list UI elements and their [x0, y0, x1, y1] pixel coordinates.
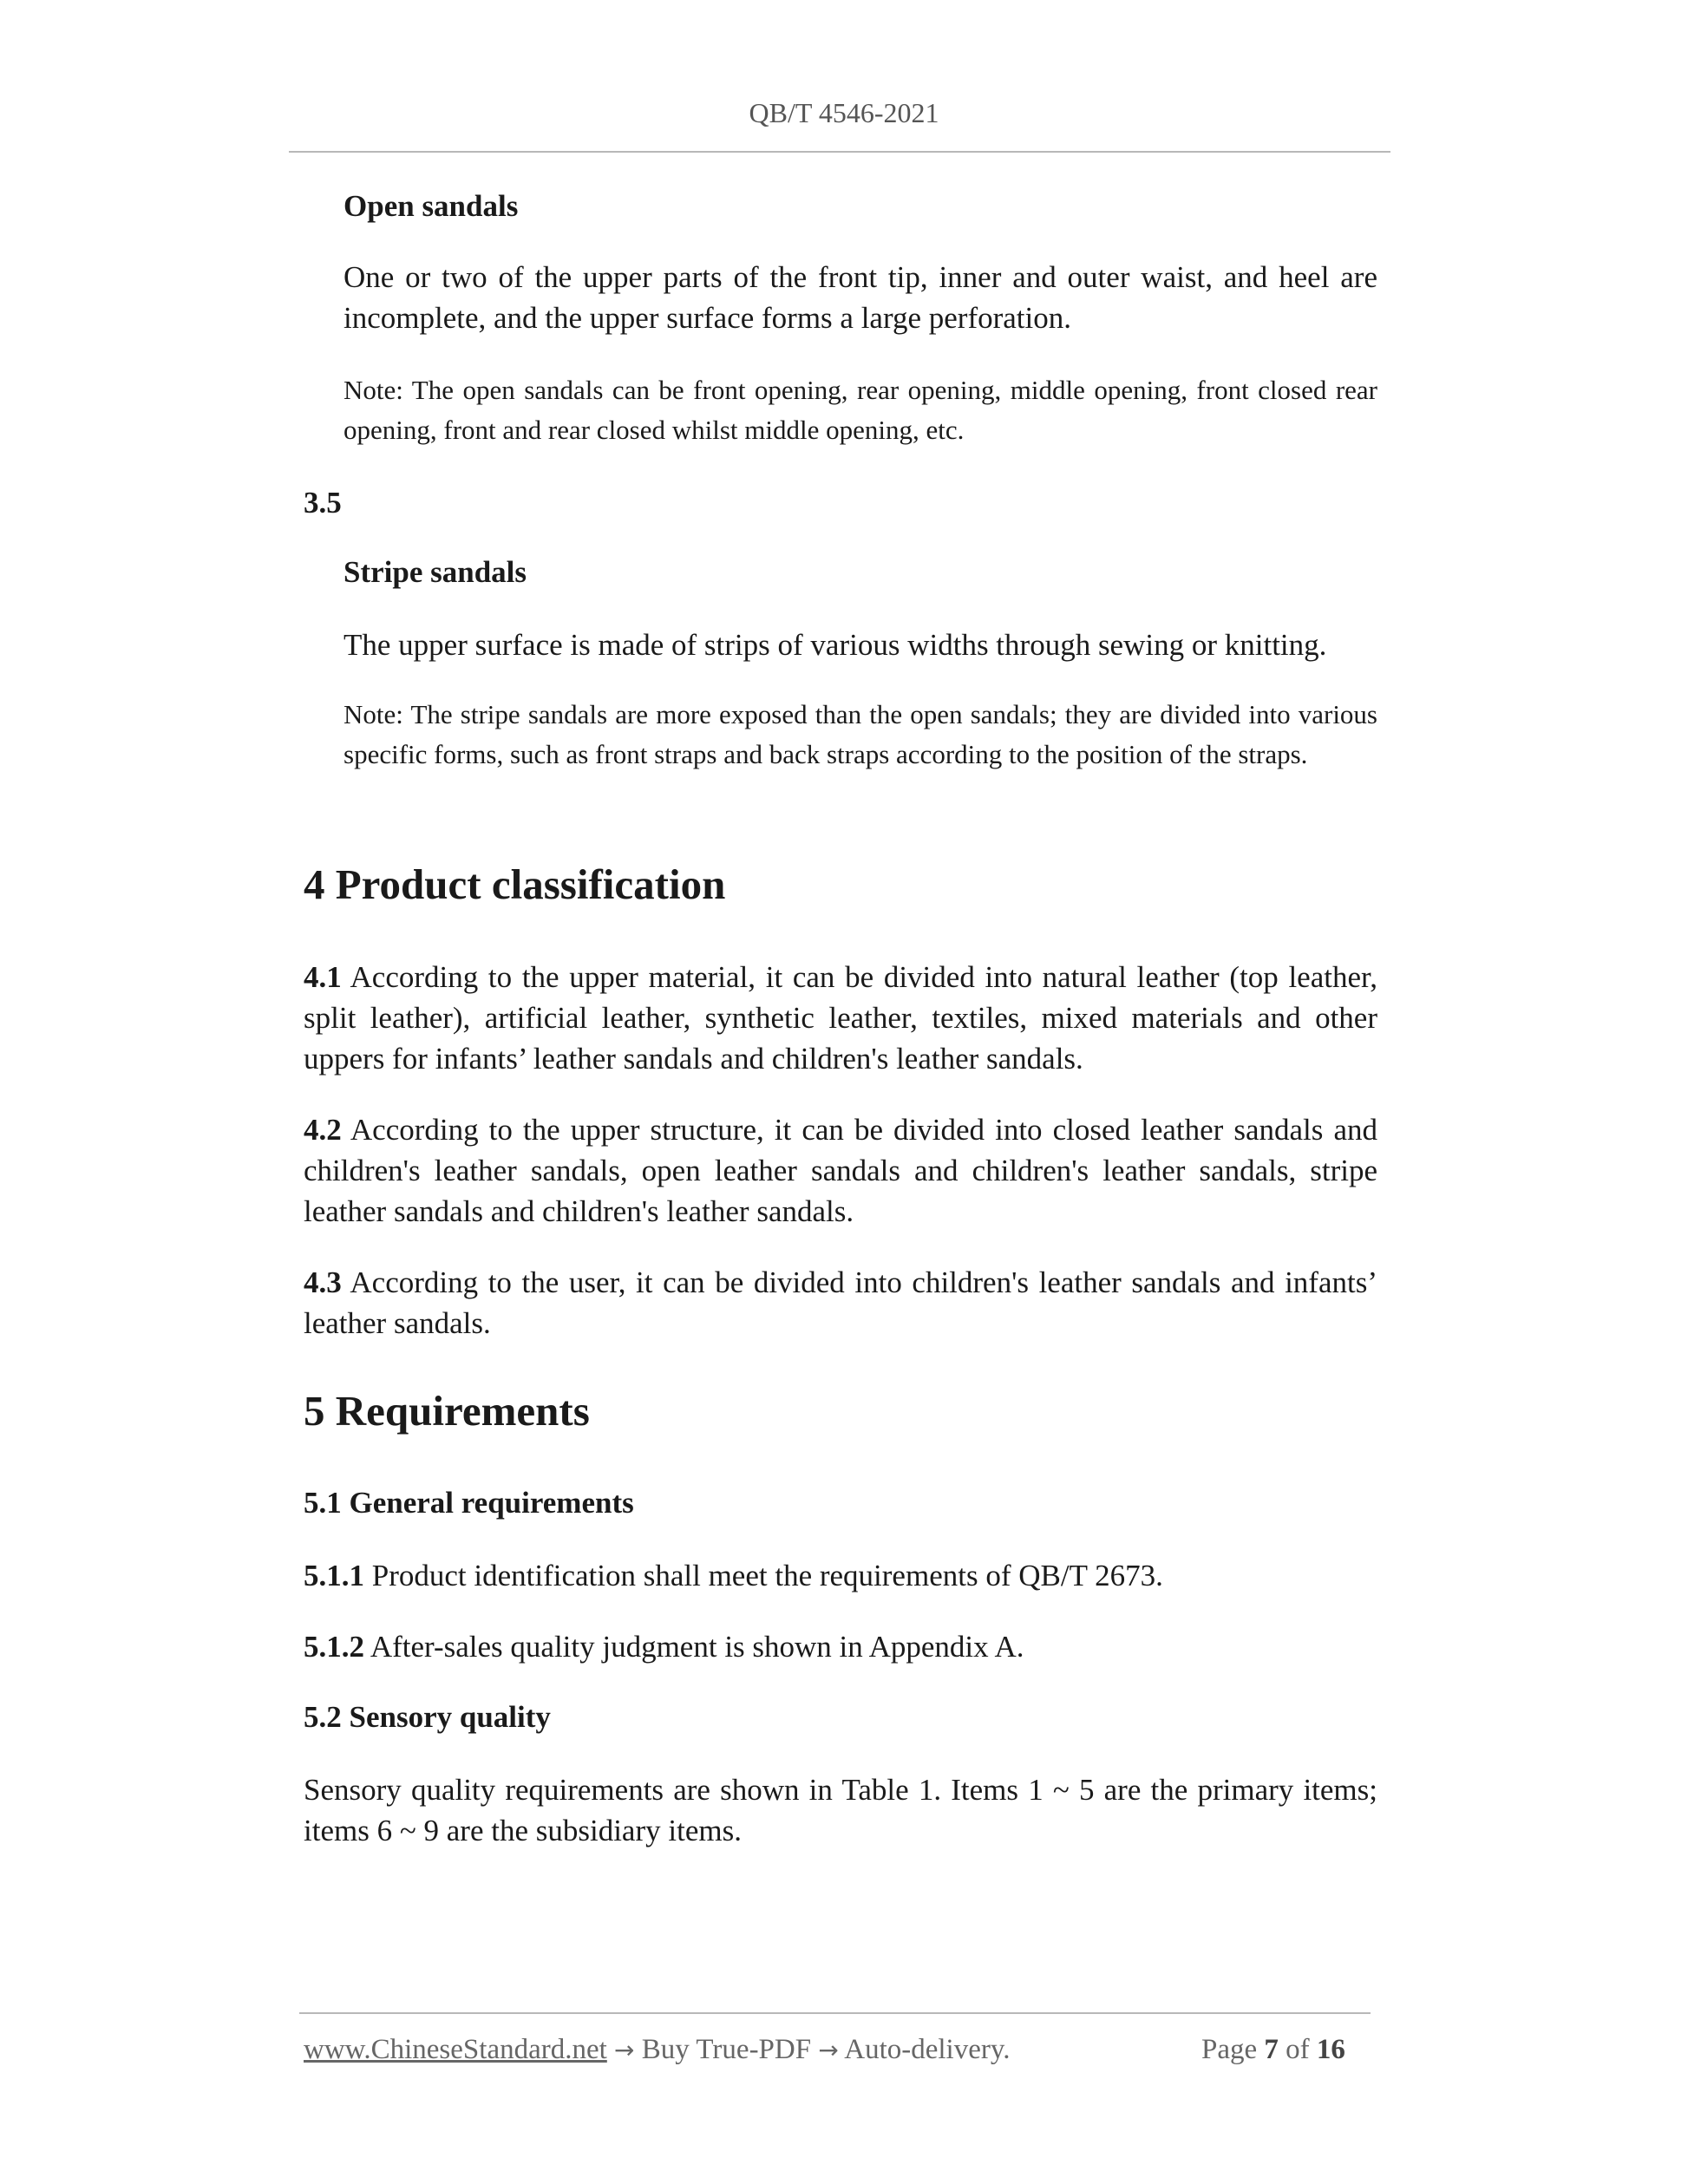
- heading-requirements: 5 Requirements: [304, 1387, 590, 1435]
- clause-5-1-2: [304, 1626, 1377, 1667]
- arrow-right-icon: →: [818, 2036, 839, 2064]
- page-label: Page: [1201, 2034, 1258, 2065]
- clause-5-1-1: [304, 1555, 1377, 1596]
- clause-4-2: [304, 1109, 1377, 1232]
- page-current: 7: [1264, 2034, 1279, 2065]
- definition-stripe-sandals: The upper surface is made of strips of various widths through sewing or knitting.: [343, 628, 1327, 662]
- page-indicator: [1201, 2034, 1345, 2066]
- of-label: of: [1286, 2034, 1310, 2065]
- section-number-3-5: 3.5: [304, 486, 342, 520]
- heading-general-requirements: 5.1 General requirements: [304, 1486, 634, 1520]
- note-stripe-sandals: Note: The stripe sandals are more exposed than the open sandals; they are divided into various specific forms, such as front straps and back straps according to the position of the straps.: [343, 699, 1377, 769]
- heading-product-classification: 4 Product classification: [304, 860, 726, 908]
- term-open-sandals: Open sandals: [343, 189, 519, 223]
- clause-number: 5.1.2: [304, 1630, 364, 1664]
- clause-text: According to the user, it can be divided into children's leather sandals and infants’ leather sandals.: [304, 1265, 1377, 1340]
- page-total: 16: [1316, 2034, 1345, 2065]
- footer-divider: [299, 2012, 1371, 2014]
- clause-text: Product identification shall meet the requirements of QB/T 2673.: [364, 1559, 1163, 1592]
- term-stripe-sandals: Stripe sandals: [343, 555, 527, 589]
- clause-text: After-sales quality judgment is shown in Appendix A.: [364, 1630, 1024, 1664]
- header-divider: [289, 151, 1390, 153]
- clause-number: 4.2: [304, 1113, 342, 1147]
- clause-number: 5.1.1: [304, 1559, 364, 1592]
- arrow-right-icon: →: [614, 2036, 635, 2064]
- clause-number: 4.1: [304, 960, 342, 994]
- sensory-quality-text: Sensory quality requirements are shown in Table 1. Items 1 ~ 5 are the primary items; items 6 ~ 9 are the subsidiary items.: [304, 1773, 1377, 1847]
- clause-text: According to the upper material, it can be divided into natural leather (top leather, split leather), artificial leather, synthetic leather, textiles, mixed materials and other uppers for infants’ leather sandals and children's leather sandals.: [304, 960, 1377, 1076]
- heading-sensory-quality: 5.2 Sensory quality: [304, 1700, 551, 1734]
- definition-open-sandals: One or two of the upper parts of the front tip, inner and outer waist, and heel are incomplete, and the upper surface forms a large perforation.: [343, 260, 1377, 335]
- chinesestandard-link[interactable]: www.ChineseStandard.net: [304, 2034, 607, 2065]
- clause-4-1: [304, 957, 1377, 1079]
- buy-true-pdf-text: Buy True-PDF: [641, 2034, 812, 2065]
- clause-number: 4.3: [304, 1265, 342, 1299]
- doc-header-title: QB/T 4546-2021: [749, 97, 939, 128]
- note-open-sandals: Note: The open sandals can be front opening, rear opening, middle opening, front closed rear opening, front and rear closed whilst middle opening, etc.: [343, 375, 1377, 445]
- auto-delivery-text: Auto-delivery.: [844, 2034, 1011, 2065]
- footer-left: [304, 2034, 1010, 2066]
- clause-text: According to the upper structure, it can be divided into closed leather sandals and children's leather sandals, open leather sandals and children's leather sandals, stripe leather sandals and children's leather sandals.: [304, 1113, 1377, 1228]
- clause-4-3: [304, 1262, 1377, 1344]
